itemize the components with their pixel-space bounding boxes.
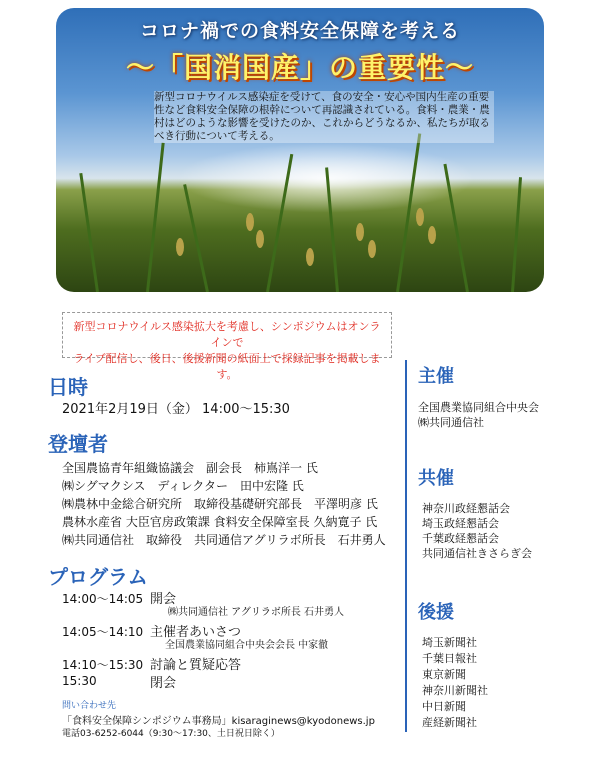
datetime-value: 2021年2月19日（金） 14:00～15:30 [62, 402, 290, 417]
program-sub: 全国農業協同組合中央会会長 中家徹 [165, 640, 329, 651]
speaker-item: 全国農協青年組織協議会 副会長 柿嶌洋一 氏 [62, 461, 318, 475]
sponsor-heading: 後援 [418, 602, 454, 623]
cohost-item: 千葉政経懇話会 [422, 532, 499, 545]
column-divider [405, 360, 407, 732]
organizer-heading: 主催 [418, 366, 454, 387]
rice-stalk [146, 143, 165, 292]
program-time: 14:05～14:10 [62, 625, 144, 639]
organizer-item: 全国農業協同組合中央会 [418, 401, 539, 414]
speaker-item: 農林水産省 大臣官房政策課 食料安全保障室長 久納寛子 氏 [62, 515, 378, 529]
program-sub: ㈱共同通信社 アグリラボ所長 石井勇人 [168, 607, 345, 618]
rice-grain [368, 240, 376, 258]
sponsor-item: 産経新聞社 [422, 716, 477, 729]
speaker-item: ㈱シグマクシス ディレクター 田中宏隆 氏 [62, 479, 304, 493]
sponsor-item: 中日新聞 [422, 700, 466, 713]
rice-grain [416, 208, 424, 226]
program-time: 15:30 [62, 674, 97, 688]
program-title: 開会 [150, 592, 177, 607]
notice-box [62, 312, 392, 381]
cohost-item: 神奈川政経懇話会 [422, 502, 510, 515]
hero-title: コロナ禍での食料安全保障を考える [139, 20, 460, 42]
program-heading: プログラム [48, 565, 148, 589]
hero-subtitle: ～「国消国産」の重要性～ [125, 51, 474, 84]
sponsor-item: 埼玉新聞社 [422, 636, 477, 649]
sponsor-item: 千葉日報社 [422, 652, 477, 665]
cohost-item: 共同通信社きさらぎ会 [422, 547, 532, 560]
cohost-heading: 共催 [418, 468, 454, 489]
contact-heading: 問い合わせ先 [62, 701, 117, 711]
rice-grain [246, 213, 254, 231]
rice-grain [176, 238, 184, 256]
contact-phone-line: 電話03-6252-6044（9:30～17:30、土日祝日除く） [62, 729, 280, 739]
rice-grain [306, 248, 314, 266]
datetime-heading: 日時 [48, 375, 88, 399]
notice-line: ライブ配信し、後日、後援新聞の紙面上で採録記事を掲載します。 [73, 352, 381, 381]
speaker-item: ㈱農林中金総合研究所 取締役基礎研究部長 平澤明彦 氏 [62, 497, 378, 511]
notice-line: 新型コロナウイルス感染拡大を考慮し、シンポジウムはオンラインで [73, 320, 381, 349]
contact-email-line: 「食料安全保障シンポジウム事務局」kisaraginews@kyodonews.jp [62, 716, 375, 727]
program-title: 閉会 [150, 676, 177, 691]
program-title: 討論と質疑応答 [150, 658, 242, 673]
organizer-item: ㈱共同通信社 [418, 416, 484, 429]
speaker-item: ㈱共同通信社 取締役 共同通信アグリラボ所長 石井勇人 [62, 533, 386, 547]
speakers-heading: 登壇者 [48, 432, 108, 456]
program-title: 主催者あいさつ [150, 625, 242, 640]
sponsor-item: 東京新聞 [422, 668, 466, 681]
hero-banner [56, 8, 544, 292]
rice-stalk [511, 177, 522, 292]
sponsor-item: 神奈川新聞社 [422, 684, 488, 697]
rice-stalk [79, 173, 99, 292]
cohost-item: 埼玉政経懇話会 [422, 517, 499, 530]
program-time: 14:00～14:05 [62, 592, 144, 606]
rice-grain [356, 223, 364, 241]
hero-lead-text: 新型コロナウイルス感染症を受けて、食の安全・安心や国内生産の重要性など食料安全保障の根幹について再認識されている。食料・農業・農村はどのような影響を受けたのか、これからどうなるか、私たちが取るべき行動について考える。 [154, 91, 494, 143]
program-time: 14:10～15:30 [62, 658, 144, 672]
rice-grain [256, 230, 264, 248]
rice-grain [428, 226, 436, 244]
